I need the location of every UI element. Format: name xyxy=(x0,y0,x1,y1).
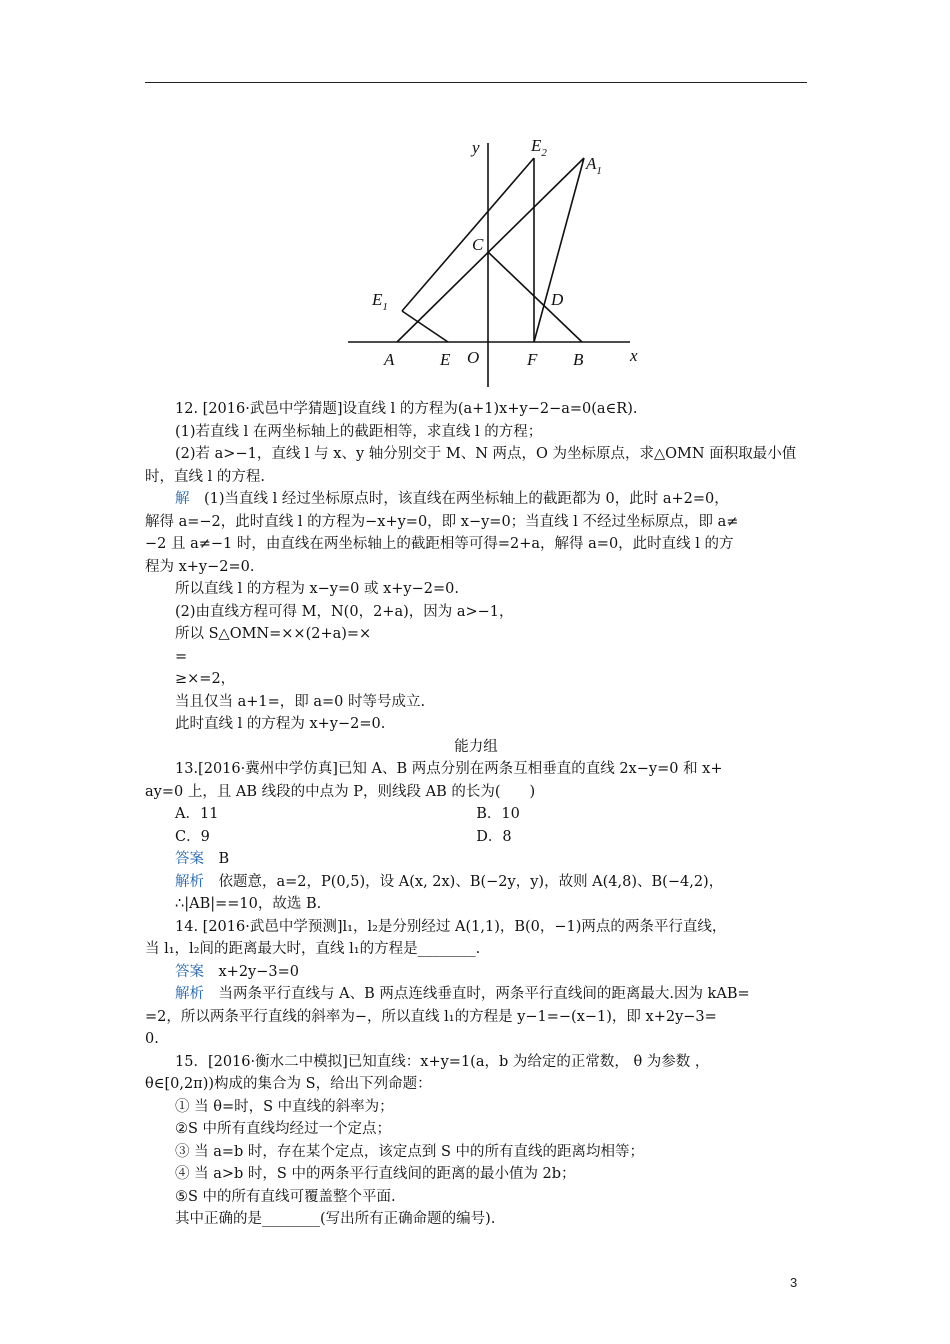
solution-12-line10: 当且仅当 a+1=，即 a=0 时等号成立. xyxy=(175,693,426,710)
answer-13 xyxy=(145,848,807,871)
header-rule xyxy=(145,82,807,83)
page-number: 3 xyxy=(790,1275,798,1290)
problem-15-stem: 15．[2016·衡水二中模拟]已知直线：x+y=1(a，b 为给定的正常数， θ 为参数 ， xyxy=(175,1053,710,1070)
label-e: E xyxy=(440,350,451,369)
label-a: A xyxy=(384,350,395,369)
explanation-text: 依题意，a=2，P(0,5)，设 A(x, 2x)、B(−2y，y)，故则 A(4,8)、B(−4,2)， xyxy=(204,873,724,890)
problem-12-part2: (2)若 a>−1，直线 l 与 x、y 轴分别交于 M、N 两点，O 为坐标原点，求△OMN 面积取最小值 xyxy=(175,446,797,462)
proposition-2: ②S 中所有直线均经过一个定点； xyxy=(175,1121,392,1137)
explanation-14-cont: =2，所以两条平行直线的斜率为−，所以直线 l₁的方程是 y−1=−(x−1)，即 x+2y−3= xyxy=(145,1008,717,1025)
answer-text: B xyxy=(204,851,230,867)
label-c: C xyxy=(472,235,484,254)
geometry-figure xyxy=(340,125,660,400)
problem-12-part1: (1)若直线 l 在两坐标轴上的截距相等，求直线 l 的方程； xyxy=(175,423,543,440)
solution-12-line6: (2)由直线方程可得 M，N(0，2+a)，因为 a>−1， xyxy=(175,603,514,620)
proposition-1: ① 当 θ=时，S 中直线的斜率为； xyxy=(175,1098,394,1115)
solution-12-line4: 程为 x+y−2=0. xyxy=(145,558,255,575)
solution-label: 解 xyxy=(175,491,190,507)
explanation-14 xyxy=(145,983,807,1006)
problem-12-part2-cont: 时，直线 l 的方程. xyxy=(145,468,265,485)
explanation-14-end: 0. xyxy=(145,1031,159,1047)
answer-label: 答案 xyxy=(175,851,204,867)
problem-14-stem: 14. [2016·武邑中学预测]l₁，l₂是分别经过 A(1,1)，B(0，−1)两点的两条平行直线， xyxy=(175,918,727,935)
label-a1: $A_1$ xyxy=(586,154,602,177)
explanation-13-cont: ∴|AB|==10，故选 B. xyxy=(175,896,322,912)
solution-12-line7: 所以 S△OMN=××(2+a)=× xyxy=(175,626,372,642)
solution-12-line5: 所以直线 l 的方程为 x−y=0 或 x+y−2=0. xyxy=(175,581,459,597)
explanation-label: 解析 xyxy=(175,986,204,1002)
problem-15-stem-cont: θ∈[0,2π))构成的集合为 S，给出下列命题： xyxy=(145,1076,432,1092)
line-e1-e xyxy=(402,311,448,342)
label-b: B xyxy=(573,350,584,369)
solution-12-line1 xyxy=(145,488,807,511)
solution-12-line8: = xyxy=(175,648,188,665)
solution-12-line2: 解得 a=−2，此时直线 l 的方程为−x+y=0，即 x−y=0；当直线 l 不经过坐标原点，即 a≠ xyxy=(145,513,739,530)
solution-text: (1)当直线 l 经过坐标原点时，该直线在两坐标轴上的截距都为 0，此时 a+2=0， xyxy=(189,491,729,507)
label-o: O xyxy=(467,348,480,367)
answer-text: x+2y−3=0 xyxy=(204,963,299,980)
line-a-a1 xyxy=(397,158,584,342)
option-d: D．8 xyxy=(476,828,512,845)
line-e1-e2 xyxy=(402,158,534,311)
explanation-label: 解析 xyxy=(175,873,204,890)
solution-12-line11: 此时直线 l 的方程为 x+y−2=0. xyxy=(175,716,386,732)
proposition-5: ⑤S 中的所有直线可覆盖整个平面. xyxy=(175,1188,396,1205)
problem-12-stem: 12. [2016·武邑中学猜题]设直线 l 的方程为(a+1)x+y−2−a=0(a∈R). xyxy=(175,401,638,417)
label-y: y xyxy=(472,138,480,157)
problem-13-options-ab xyxy=(145,803,807,826)
answer-14 xyxy=(145,961,807,984)
label-x: x xyxy=(630,346,638,365)
answer-label: 答案 xyxy=(175,963,204,980)
problem-13-options-cd xyxy=(145,826,807,849)
label-d: D xyxy=(551,290,564,309)
option-b: B．10 xyxy=(476,806,520,822)
label-e2: $E_2$ xyxy=(531,136,547,159)
solution-12-line3: −2 且 a≠−1 时，由直线在两坐标轴上的截距相等可得=2+a，解得 a=0，此时直线 l 的方 xyxy=(145,536,734,552)
option-a: A．11 xyxy=(175,806,219,822)
option-c: C．9 xyxy=(175,828,210,845)
section-title: 能力组 xyxy=(454,738,498,755)
problem-14-stem-cont: 当 l₁，l₂间的距离最大时，直线 l₁的方程是________. xyxy=(145,941,481,957)
geometry-diagram xyxy=(340,125,660,400)
problem-15-question: 其中正确的是________(写出所有正确命题的编号). xyxy=(175,1211,496,1227)
label-e1: $E_1$ xyxy=(372,290,388,313)
line-c-b xyxy=(488,252,582,342)
document-body xyxy=(145,398,807,1231)
label-f: F xyxy=(527,350,538,369)
explanation-text: 当两条平行直线与 A、B 两点连线垂直时，两条平行直线间的距离最大.因为 kAB= xyxy=(204,986,750,1002)
solution-12-line9: ≥×=2， xyxy=(175,671,236,687)
proposition-4: ④ 当 a>b 时，S 中的两条平行直线间的距离的最小值为 2b； xyxy=(175,1166,576,1182)
line-f-a1 xyxy=(534,158,584,342)
proposition-3: ③ 当 a=b 时，存在某个定点，该定点到 S 中的所有直线的距离均相等； xyxy=(175,1143,645,1160)
problem-13-stem: 13.[2016·冀州中学仿真]已知 A、B 两点分别在两条互相垂直的直线 2x−y=0 和 x+ xyxy=(175,761,723,777)
explanation-13 xyxy=(145,871,807,894)
problem-13-stem-cont: ay=0 上，且 AB 线段的中点为 P，则线段 AB 的长为( ) xyxy=(145,783,536,800)
